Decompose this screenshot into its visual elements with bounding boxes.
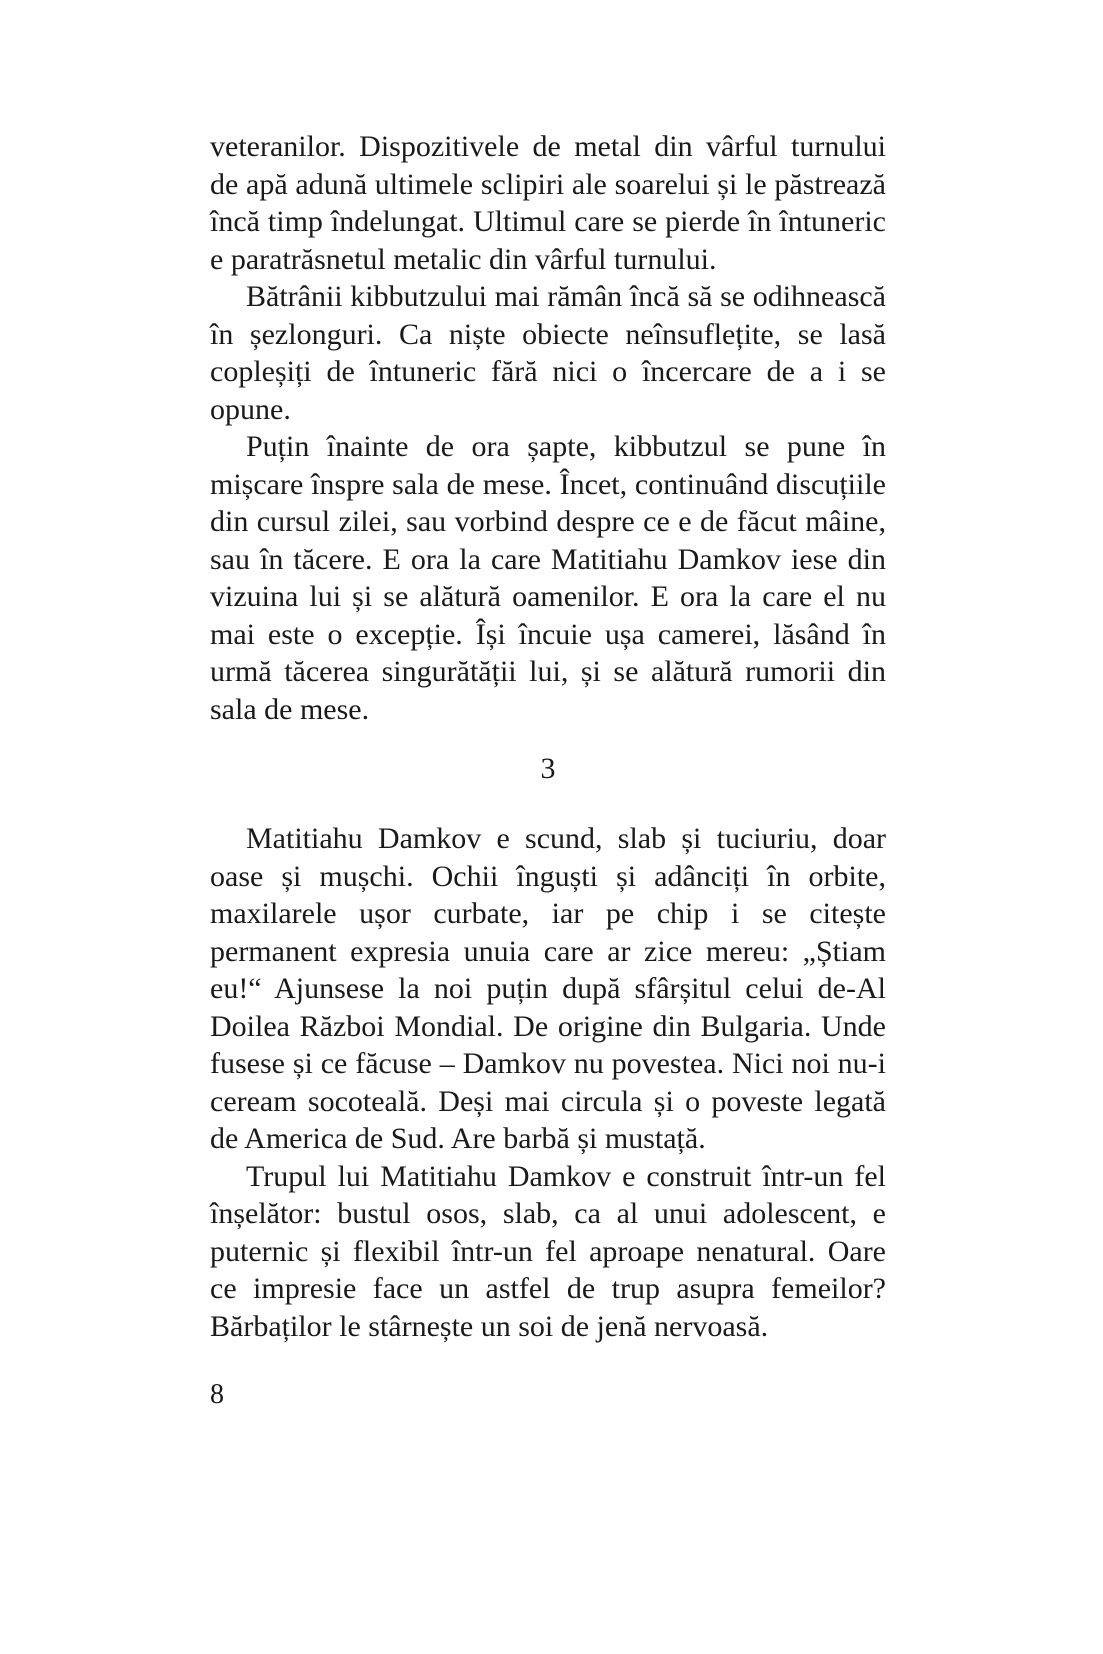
paragraph: Matitiahu Damkov e scund, slab și tuciuriu, doar oase și mușchi. Ochii înguști și adânciți în orbite, maxilarele ușor curbate, iar pe chip i se citește permanent expresia unuia care ar zice mereu: „Știam eu!“ Ajunsese la noi puțin după sfârșitul celui de-Al Doilea Război Mondial. De origine din Bulgaria. Unde fusese și ce făcuse – Damkov nu povestea. Nici noi nu-i ceream socoteală. Deși mai circula și o poveste legată de America de Sud. Are barbă și mustață. — [210, 822, 886, 1155]
paragraph: Bătrânii kibbutzului mai rămân încă să se odihnească în șezlonguri. Ca niște obiecte neînsuflețite, se lasă copleșiți de întuneric fără nici o încercare de a i se opune. — [210, 280, 886, 426]
paragraph: Puțin înainte de ora șapte, kibbutzul se pune în mișcare înspre sala de mese. Încet, continuând discuțiile din cursul zilei, sau vorbind despre ce e de făcut mâine, sau în tăcere. E ora la care Matitiahu Damkov iese din vizuina lui și se alătură oamenilor. E ora la care el nu mai este o excepție. Își încuie ușa camerei, lăsând în urmă tăcerea singurătății lui, și se alătură rumorii din sala de mese. — [210, 430, 886, 726]
paragraph: Trupul lui Matitiahu Damkov e construit într-un fel înșelător: bustul osos, slab, ca al unui adolescent, e puternic și flexibil într-un fel aproape nenatural. Oare ce impresie face un astfel de trup asupra femeilor? Bărbaților le stârnește un soi de jenă nervoasă. — [210, 1159, 886, 1343]
section-number: 3 — [540, 752, 556, 785]
page-number: 8 — [210, 1379, 224, 1410]
text-block-bottom — [210, 820, 886, 1345]
paragraph-continuation: veteranilor. Dispozitivele de metal din vârful turnului de apă adună ultimele sclipiri ale soarelui și le păstrează încă timp îndelungat. Ultimul care se pierde în întuneric e paratrăsnetul metalic din vârful turnului. — [210, 130, 886, 276]
text-block-top — [210, 128, 886, 728]
